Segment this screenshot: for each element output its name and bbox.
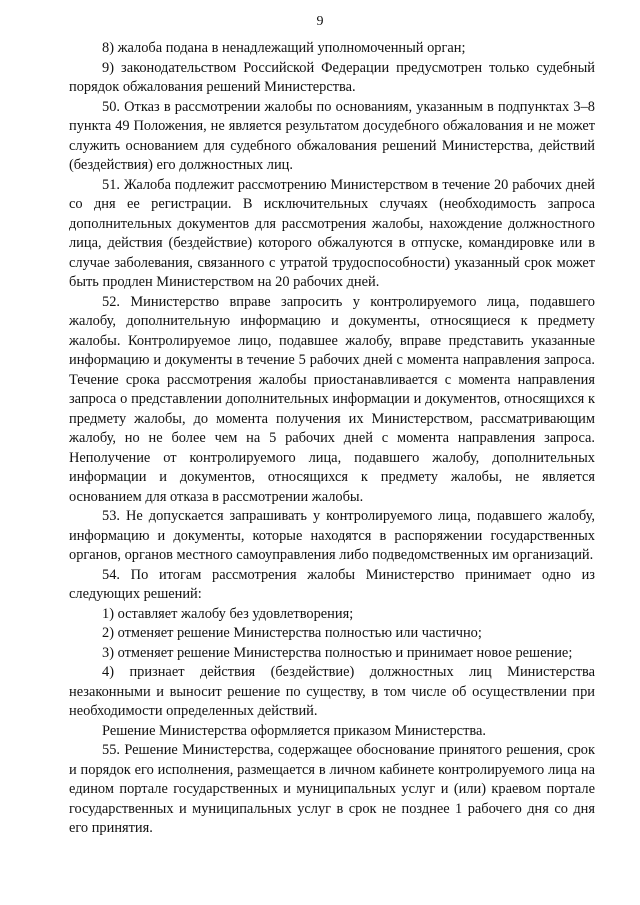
decision-item-2: 2) отменяет решение Министерства полностью или частично; xyxy=(102,625,482,641)
decision-formalization: Решение Министерства оформляется приказом Министерства. xyxy=(102,722,486,739)
clause-51: 51. Жалоба подлежит рассмотрению Министерством в течение 20 рабочих дней со дня ее регистрации. В исключительных случаях (необходимость запроса дополнительных документов для рассмотрения жалобы, нахождение должностного лица, действия (бездействие) которого обжалуются в отпуске, командировке или в случае заболевания, связанного с утратой трудоспособности) указанный срок может быть продлен Министерством на 20 рабочих дней. xyxy=(69,176,595,290)
clause-55: 55. Решение Министерства, содержащее обоснование принятого решения, срок и порядок его исполнения, размещается в личном кабинете контролируемого лица на едином портале государственных и муниципальных услуг и (или) краевом портале государственных и муниципальных услуг в срок не позднее 1 рабочего дня со дня его принятия. xyxy=(69,742,595,836)
page-number: 9 xyxy=(316,14,324,29)
decision-item-1: 1) оставляет жалобу без удовлетворения; xyxy=(102,605,354,622)
decision-item-4: 4) признает действия (бездействие) должностных лиц Министерства незаконными и выносит решение по существу, в том числе об осуществлении при необходимости определенных действий. xyxy=(69,664,595,719)
list-item-9: 9) законодательством Российской Федерации предусмотрен только судебный порядок обжалования решений Министерства. xyxy=(69,59,595,95)
clause-53: 53. Не допускается запрашивать у контролируемого лица, подавшего жалобу, информацию и документы, которые находятся в распоряжении государственных органов, органов местного самоуправления либо подведомственных им организаций. xyxy=(69,508,595,563)
document-body xyxy=(69,39,595,839)
clause-52: 52. Министерство вправе запросить у контролируемого лица, подавшего жалобу, дополнительную информацию и документы, относящиеся к предмету жалобы. Контролируемое лицо, подавшее жалобу, вправе представить указанные информацию и документы в течение 5 рабочих дней с момента направления запроса. Течение срока рассмотрения жалобы приостанавливается с момента направления запроса о представлении дополнительных информации и документов, относящихся к предмету жалобы, до момента получения их Министерством, рассматривающим жалобу, но не более чем на 5 рабочих дней с момента направления запроса. Неполучение от контролируемого лица, подавшего жалобу, дополнительных информации и документов, относящихся к предмету жалобы, не является основанием для отказа в рассмотрении жалобы. xyxy=(69,293,595,505)
clause-50: 50. Отказ в рассмотрении жалобы по основаниям, указанным в подпунктах 3–8 пункта 49 Положения, не является результатом досудебного обжалования и не может служить основанием для судебного обжалования решений Министерства, действий (бездействия) его должностных лиц. xyxy=(69,98,595,173)
clause-54: 54. По итогам рассмотрения жалобы Министерство принимает одно из следующих решений: xyxy=(69,566,595,602)
decision-item-3: 3) отменяет решение Министерства полностью и принимает новое решение; xyxy=(102,644,573,661)
list-item-8: 8) жалоба подана в ненадлежащий уполномоченный орган; xyxy=(102,40,466,56)
